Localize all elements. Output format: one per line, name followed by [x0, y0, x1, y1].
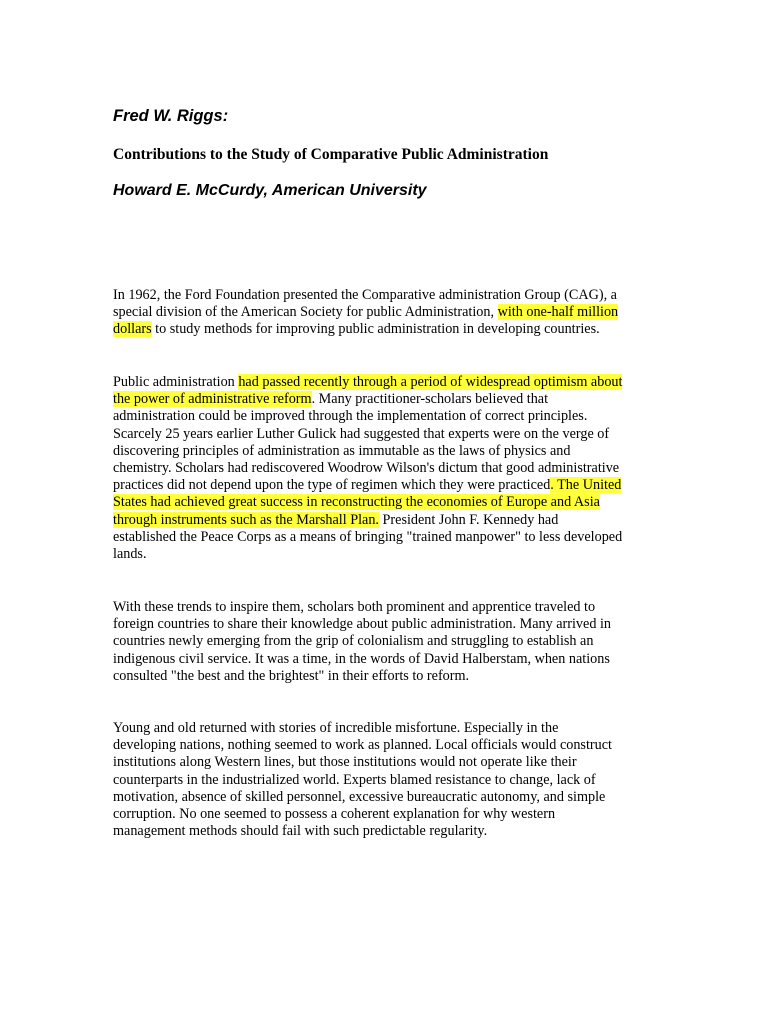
body-paragraph-4 — [113, 720, 673, 840]
text-line — [113, 391, 673, 408]
text-line — [113, 633, 673, 650]
text-line — [113, 512, 673, 529]
text-line — [113, 304, 673, 321]
text-line — [113, 408, 673, 425]
author-line: Howard E. McCurdy, American University — [113, 182, 427, 199]
text-run: chemistry. Scholars had rediscovered Woodrow Wilson's dictum that good administrative — [113, 459, 620, 476]
text-run: management methods should fail with such predictable regularity. — [113, 823, 488, 840]
text-run: With these trends to inspire them, scholars both prominent and apprentice traveled to — [113, 599, 596, 615]
text-run: President John F. Kennedy had — [378, 511, 559, 528]
text-run: corruption. No one seemed to possess a coherent explanation for why western — [113, 805, 556, 822]
text-line — [113, 477, 673, 494]
text-run: lands. — [113, 545, 147, 562]
highlighted-text: through instruments such as the Marshall Plan. — [113, 511, 379, 528]
text-line — [113, 772, 673, 789]
text-run: Public administration — [113, 374, 239, 390]
highlighted-text: the power of administrative reform — [113, 391, 312, 408]
text-line — [113, 287, 673, 304]
text-run: . Many practitioner-scholars believed that — [311, 391, 549, 408]
body-paragraph-2 — [113, 374, 673, 563]
text-run: discovering principles of administration as immutable as the laws of physics and — [113, 442, 571, 459]
text-run: foreign countries to share their knowledge about public administration. Many arrived in — [113, 616, 612, 633]
text-run: administration could be improved through the implementation of correct principles. — [113, 408, 588, 425]
text-line — [113, 321, 673, 338]
text-line — [113, 443, 673, 460]
text-run: In 1962, the Ford Foundation presented the Comparative administration Group (CAG), a — [113, 287, 617, 303]
text-line — [113, 737, 673, 754]
text-run: to study methods for improving public administration in developing countries. — [151, 321, 600, 338]
highlighted-text: States had achieved great success in reconstructing the economies of Europe and Asia — [113, 494, 600, 511]
text-run: Young and old returned with stories of incredible misfortune. Especially in the — [113, 720, 559, 736]
text-run: countries newly emerging from the grip of colonialism and struggling to establish an — [113, 633, 594, 650]
text-run: special division of the American Society for public Administration, — [113, 304, 498, 321]
text-line — [113, 374, 673, 391]
text-run: consulted "the best and the brightest" in their efforts to reform. — [113, 667, 470, 684]
highlighted-text: with one-half million — [497, 304, 619, 321]
text-line — [113, 720, 673, 737]
document-title: Contributions to the Study of Comparative Public Administration — [113, 146, 549, 163]
text-line — [113, 426, 673, 443]
text-run: indigenous civil service. It was a time, in the words of David Halberstam, when nations — [113, 650, 610, 667]
text-line — [113, 599, 673, 616]
text-line — [113, 494, 673, 511]
document-heading: Fred W. Riggs: — [113, 107, 229, 125]
text-run: established the Peace Corps as a means of bringing "trained manpower" to less developed — [113, 528, 623, 545]
text-line — [113, 651, 673, 668]
text-line — [113, 529, 673, 546]
text-line — [113, 668, 673, 685]
body-paragraph-3 — [113, 599, 673, 685]
text-line — [113, 460, 673, 477]
text-run: practices did not depend upon the type of regimen which they were practiced — [113, 477, 551, 494]
text-line — [113, 616, 673, 633]
text-line — [113, 823, 673, 840]
text-line — [113, 806, 673, 823]
highlighted-text: . The United — [550, 477, 622, 494]
highlighted-text: dollars — [113, 321, 152, 338]
text-run: motivation, absence of skilled personnel, excessive bureaucratic autonomy, and simple — [113, 788, 606, 805]
text-run: Scarcely 25 years earlier Luther Gulick had suggested that experts were on the verge of — [113, 425, 610, 442]
text-run: institutions along Western lines, but those institutions would not operate like their — [113, 754, 577, 771]
text-line — [113, 754, 673, 771]
highlighted-text: had passed recently through a period of widespread optimism about — [238, 374, 623, 390]
text-line — [113, 546, 673, 563]
text-run: developing nations, nothing seemed to work as planned. Local officials would construct — [113, 737, 612, 754]
text-run: counterparts in the industrialized world. Experts blamed resistance to change, lack of — [113, 771, 596, 788]
text-line — [113, 789, 673, 806]
body-paragraph-1 — [113, 287, 673, 339]
